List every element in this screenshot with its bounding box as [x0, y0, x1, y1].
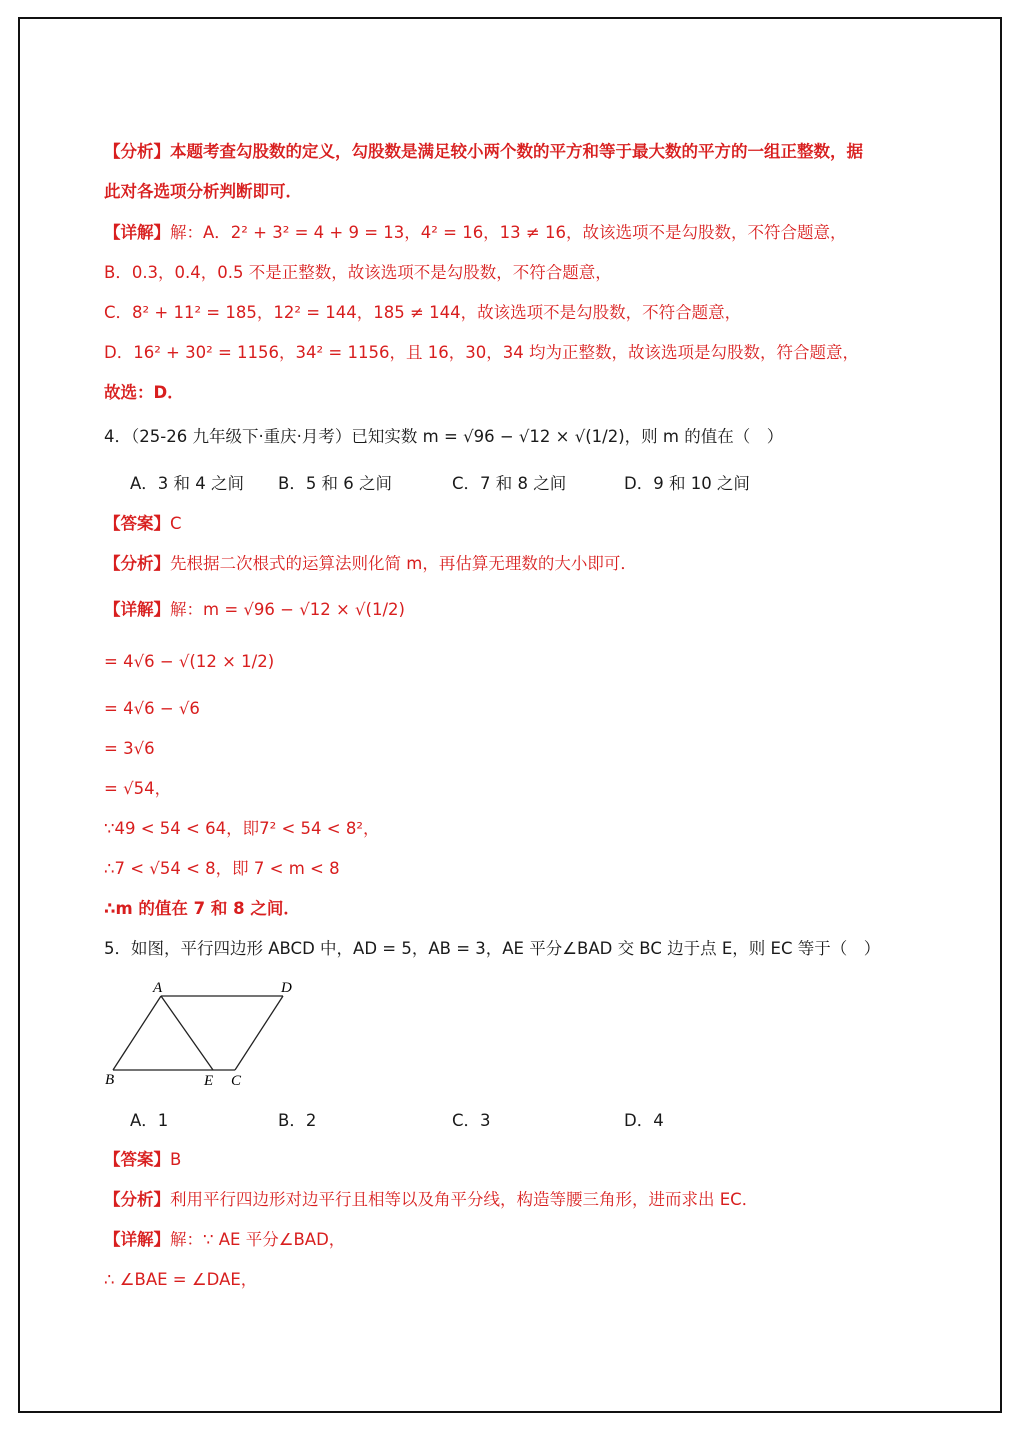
q3-detail-a: 【详解】解：A．2² + 3² = 4 + 9 = 13，4² = 16，13 ≠ 16，故该选项不是勾股数，不符合题意，	[104, 223, 847, 242]
q4-step-5: = √54，	[104, 779, 172, 798]
q4-answer: 【答案】C	[104, 514, 182, 533]
q4-option-c: C．7 和 8 之间	[452, 474, 567, 493]
q4-step-4: = 3√6	[104, 739, 155, 758]
segment-ae	[161, 996, 213, 1070]
q3-analysis-line1: 【分析】本题考查勾股数的定义，勾股数是满足较小两个数的平方和等于最大数的平方的一组正整数，据	[104, 142, 863, 161]
q3-conclusion: 故选：D．	[104, 383, 184, 402]
q3-detail-d: D．16² + 30² = 1156，34² = 1156，且 16，30，34 均为正整数，故该选项是勾股数，符合题意，	[104, 343, 859, 362]
q5-stem: 5．如图，平行四边形 ABCD 中，AD = 5，AB = 3，AE 平分∠BAD 交 BC 边于点 E，则 EC 等于（ ）	[104, 939, 881, 958]
q5-step-1: 【详解】解：∵ AE 平分∠BAD，	[104, 1230, 346, 1249]
label-c: C	[231, 1073, 242, 1088]
parallelogram-figure	[100, 978, 320, 1088]
label-a: A	[153, 980, 163, 996]
q5-option-c: C．3	[452, 1111, 491, 1130]
q5-option-d: D．4	[624, 1111, 664, 1130]
q5-option-a: A．1	[130, 1111, 169, 1130]
label-d: D	[281, 980, 292, 996]
q4-step-6: ∵49 < 54 < 64，即7² < 54 < 8²，	[104, 819, 380, 838]
q5-option-b: B．2	[278, 1111, 317, 1130]
q3-analysis-line2: 此对各选项分析判断即可．	[104, 182, 302, 201]
q4-step-8: ∴m 的值在 7 和 8 之间．	[104, 899, 300, 918]
q4-option-b: B．5 和 6 之间	[278, 474, 393, 493]
side-dc	[235, 996, 283, 1070]
q4-stem: 4．（25-26 九年级下·重庆·月考）已知实数 m = √96 − √12 × √(1/2)，则 m 的值在（ ）	[104, 427, 784, 446]
q5-step-2: ∴ ∠BAE = ∠DAE，	[104, 1270, 258, 1289]
q4-step-7: ∴7 < √54 < 8，即 7 < m < 8	[104, 859, 340, 878]
q3-detail-b: B．0.3，0.4，0.5 不是正整数，故该选项不是勾股数，不符合题意，	[104, 263, 612, 282]
q4-step-1: 【详解】解：m = √96 − √12 × √(1/2)	[104, 600, 405, 619]
q4-step-2: = 4√6 − √(12 × 1/2)	[104, 652, 275, 671]
label-e: E	[204, 1073, 214, 1088]
label-b: B	[105, 1072, 115, 1088]
q3-detail-c: C．8² + 11² = 185，12² = 144，185 ≠ 144，故该选项不是勾股数，不符合题意，	[104, 303, 742, 322]
q4-option-d: D．9 和 10 之间	[624, 474, 750, 493]
q5-answer: 【答案】B	[104, 1150, 182, 1169]
q4-step-3: = 4√6 − √6	[104, 699, 200, 718]
q5-analysis: 【分析】利用平行四边形对边平行且相等以及角平分线，构造等腰三角形，进而求出 EC．	[104, 1190, 759, 1209]
q4-analysis: 【分析】先根据二次根式的运算法则化简 m，再估算无理数的大小即可．	[104, 554, 637, 573]
q4-option-a: A．3 和 4 之间	[130, 474, 245, 493]
side-ab	[113, 996, 161, 1070]
